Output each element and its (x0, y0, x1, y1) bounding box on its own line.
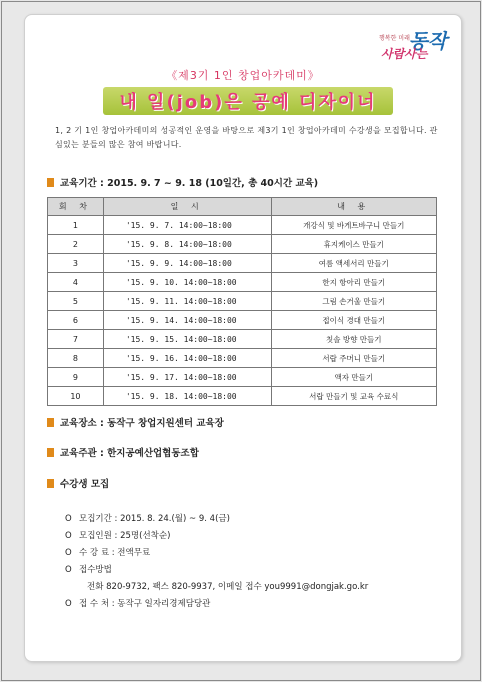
cell-datetime: '15. 9. 8. 14:00~18:00 (103, 235, 271, 254)
section-marker-icon (47, 448, 54, 457)
schedule-body (48, 216, 437, 406)
list-item (65, 511, 445, 528)
host-heading (47, 445, 199, 459)
schedule-table (47, 197, 437, 406)
circle-bullet-icon: O (65, 514, 72, 524)
circle-bullet-icon: O (65, 565, 72, 575)
table-row (48, 292, 437, 311)
cell-datetime: '15. 9. 9. 14:00~18:00 (103, 254, 271, 273)
academy-subtitle: 《제3기 1인 창업아카데미》 (166, 69, 320, 82)
cell-content: 서랍 만들기 및 교육 수료식 (271, 387, 436, 406)
list-item (65, 528, 445, 545)
title-banner (103, 87, 393, 115)
table-header-row (48, 198, 437, 216)
table-row (48, 349, 437, 368)
cell-content: 액자 만들기 (271, 368, 436, 387)
header-datetime: 일 시 (103, 198, 271, 216)
list-item (65, 545, 445, 562)
cell-session: 9 (48, 368, 104, 387)
cell-content: 그림 손거울 만들기 (271, 292, 436, 311)
table-row (48, 273, 437, 292)
cell-session: 1 (48, 216, 104, 235)
recruit-count: 모집인원 : 25명(선착순) (79, 531, 171, 541)
circle-bullet-icon: O (65, 531, 72, 541)
page-title: 내 일(job)은 공예 디자이너 (119, 92, 377, 113)
circle-bullet-icon: O (65, 548, 72, 558)
section-marker-icon (47, 479, 54, 488)
cell-datetime: '15. 9. 7. 14:00~18:00 (103, 216, 271, 235)
section-marker-icon (47, 418, 54, 427)
period-heading-text: 교육기간 : 2015. 9. 7 ~ 9. 18 (10일간, 총 40시간 교육) (60, 178, 319, 189)
circle-bullet-icon: O (65, 599, 72, 609)
recruit-office: 접 수 처 : 동작구 일자리경제담당관 (79, 599, 211, 609)
dongjak-logo (377, 23, 449, 67)
recruit-heading (47, 476, 109, 490)
table-row (48, 387, 437, 406)
cell-content: 접이식 경대 만들기 (271, 311, 436, 330)
recruit-list (65, 511, 445, 613)
header-content: 내 용 (271, 198, 436, 216)
recruit-heading-text: 수강생 모집 (60, 479, 110, 490)
cell-content: 여름 액세서리 만들기 (271, 254, 436, 273)
cell-session: 2 (48, 235, 104, 254)
document-page (24, 14, 462, 662)
cell-datetime: '15. 9. 18. 14:00~18:00 (103, 387, 271, 406)
cell-datetime: '15. 9. 15. 14:00~18:00 (103, 330, 271, 349)
cell-session: 10 (48, 387, 104, 406)
recruit-method-detail: 전화 820-9732, 팩스 820-9937, 이메일 접수 you9991@dongjak.go.kr (87, 582, 369, 592)
cell-session: 6 (48, 311, 104, 330)
period-heading (47, 175, 318, 189)
table-row (48, 235, 437, 254)
cell-session: 5 (48, 292, 104, 311)
cell-content: 개강식 및 바게트바구니 만들기 (271, 216, 436, 235)
recruit-method: 접수방법 (79, 565, 112, 575)
cell-content: 서랍 주머니 만들기 (271, 349, 436, 368)
cell-content: 한지 항아리 만들기 (271, 273, 436, 292)
recruit-period: 모집기간 : 2015. 8. 24.(월) ~ 9. 4(금) (79, 514, 230, 524)
cell-datetime: '15. 9. 14. 14:00~18:00 (103, 311, 271, 330)
cell-content: 휴지케이스 만들기 (271, 235, 436, 254)
cell-session: 7 (48, 330, 104, 349)
cell-session: 3 (48, 254, 104, 273)
host-heading-text: 교육주관 : 한지공예산업협동조합 (60, 448, 199, 459)
logo-main-text: 동작 (408, 29, 447, 53)
place-heading-text: 교육장소 : 동작구 창업지원센터 교육장 (60, 418, 224, 429)
table-row (48, 368, 437, 387)
cell-datetime: '15. 9. 17. 14:00~18:00 (103, 368, 271, 387)
cell-datetime: '15. 9. 11. 14:00~18:00 (103, 292, 271, 311)
section-marker-icon (47, 178, 54, 187)
cell-session: 4 (48, 273, 104, 292)
logo-tagline: 행복한 미래 (379, 35, 410, 42)
list-item (65, 579, 445, 596)
table-row (48, 216, 437, 235)
place-heading (47, 415, 224, 429)
cell-session: 8 (48, 349, 104, 368)
intro-paragraph: 1, 2 기 1인 창업아카데미의 성공적인 운영을 바탕으로 제3기 1인 창업아카데미 수강생을 모집합니다. 관심있는 분들의 많은 참여 바랍니다. (55, 126, 438, 149)
cell-content: 칫솔 방향 만들기 (271, 330, 436, 349)
table-row (48, 330, 437, 349)
cell-datetime: '15. 9. 16. 14:00~18:00 (103, 349, 271, 368)
table-row (48, 254, 437, 273)
logo-sub-text: 사람사는 (381, 47, 428, 61)
list-item (65, 562, 445, 579)
table-row (48, 311, 437, 330)
list-item (65, 596, 445, 613)
recruit-fee: 수 강 료 : 전액무료 (79, 548, 151, 558)
cell-datetime: '15. 9. 10. 14:00~18:00 (103, 273, 271, 292)
header-session: 회 차 (48, 198, 104, 216)
